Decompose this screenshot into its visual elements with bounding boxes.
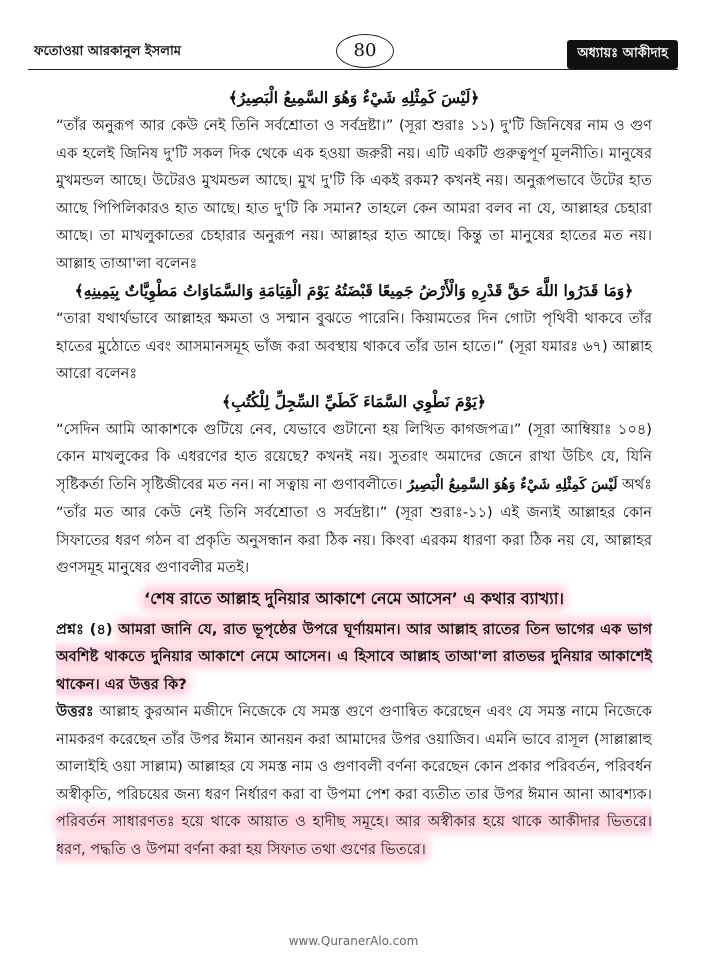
paragraph-1: “তাঁর অনুরূপ আর কেউ নেই তিনি সর্বশ্রোতা ও সর্বদ্রষ্টা।” (সূরা শুরাঃ ১১) দু'টি জিনিষের নাম ও গুণ এক হলেই জিনিষ দু'টি সকল দিক থেকে এক হওয়া জরুরী নয়। এটি একটি গুরুত্বপূর্ণ মূলনীতি। মানুষের মুখমন্ডল আছে। উটেরও মুখমন্ডল আছে। মুখ দু'টি কি একই রকম? কখনই নয়। অনুরূপভাবে উটের হাত আছে পিপিলিকারও হাত আছে। হাত দু'টি কি সমান? তাহলে কেন আমরা বলব না যে, আল্লাহর চেহারা আছে। তা মাখলুকাতের চেহারার অনুরূপ নয়। আল্লাহর হাত আছে। কিন্তু তা মানুষের হাতের মত নয়। আল্লাহ তাআ'লা বলেনঃ <box>56 117 652 272</box>
paragraph-3 <box>56 416 652 582</box>
arabic-inline-verse: لَيْسَ كَمِثْلِهِ شَيْءٌ وَهُوَ السَّمِيعُ الْبَصِيرُ <box>407 476 618 493</box>
paragraph-3-text: “সেদিন আমি আকাশকে গুটিয়ে নেব, যেভাবে গুটানো হয় লিখিত কাগজপত্র।” (সূরা আম্বিয়াঃ ১০৪) কোন মাখলুকের কি এধরণের হাত রয়েছে? কখনই নয়। সুতরাং অমাদের জেনে রাখা উচিৎ যে, যিনি সৃষ্টিকর্তা তিনি সৃষ্টিজীবের মত নন। না সত্বায় না গুণাবলীতে। <box>56 420 652 493</box>
arabic-verse-2: ﴿وَمَا قَدَرُوا اللَّهَ حَقَّ قَدْرِهِ وَالْأَرْضُ جَمِيعًا قَبْضَتُهُ يَوْمَ الْقِيَامَةِ وَالسَّمَاوَاتُ مَطْوِيَّاتٌ بِيَمِينِهِ﴾ <box>74 281 634 300</box>
footer-site: www.QuranerAlo.com <box>288 934 419 948</box>
chapter-badge: অধ্যায়ঃ আকীদাহ <box>567 40 678 69</box>
header-divider <box>28 69 678 70</box>
section-title-text: ‘শেষ রাতে আল্লাহ দুনিয়ার আকাশে নেমে আসেন’ এ কথার ব্যাখ্যা। <box>144 588 564 608</box>
answer-block <box>56 698 652 863</box>
page-header <box>28 34 678 80</box>
section-title <box>56 584 652 614</box>
answer-highlighted-text: পরিবর্তন সাধারণতঃ হয়ে থাকে আয়াত ও হাদীছ সমূহে। আর অস্বীকার হয়ে থাকে আকীদার ভিতরে। ধরণ, পদ্ধতি ও উপমা বর্ণনা করা হয় সিফাত তথা গুণের ভিতরে। <box>56 813 652 858</box>
question-text: আমরা জানি যে, রাত ভূপৃষ্ঠের উপরে ঘূর্ণায়মান। আর আল্লাহ রাতের তিন ভাগের এক ভাগ অবশিষ্ট থাকতে দুনিয়ার আকাশে নেমে আসেন। এ হিসাবে আল্লাহ তাআ'লা রাতভর দুনিয়ার আকাশেই থাকেন। এর উত্তর কি? <box>56 620 653 693</box>
question-block <box>56 616 652 699</box>
arabic-verse-1: ﴿لَيْسَ كَمِثْلِهِ شَيْءٌ وَهُوَ السَّمِيعُ الْبَصِيرُ﴾ <box>228 88 480 107</box>
answer-label: উত্তরঃ <box>56 703 94 720</box>
book-title: ফতোওয়া আরকানুল ইসলাম <box>34 44 181 59</box>
page-number: 80 <box>336 34 394 68</box>
paragraph-2: “তারা যথার্থভাবে আল্লাহর ক্ষমতা ও সম্মান বুঝতে পারেনি। কিয়ামতের দিন গোটা পৃথিবী থাকবে তাঁর হাতের মুঠোতে এবং আসমানসমূহ ভাঁজ করা অবস্থায় থাকবে তাঁর ডান হাতে।” (সূরা যমারঃ ৬৭) আল্লাহ আরো বলেনঃ <box>56 310 652 382</box>
question-label: প্রশ্নঃ (৪) <box>56 620 113 638</box>
paragraph-3b-text: অর্থঃ “তাঁর মত আর কেউ নেই তিনি সর্বশ্রোতা ও সর্বদ্রষ্টা।” (সূরা শুরাঃ-১১) এই জন্যই আল্লাহর কোন সিফাতের ধরণ গঠন বা প্রকৃতি অনুসন্ধান করা ঠিক নয়। কিংবা এরকম ধারণা করা ঠিক নয় যে, আল্লাহর গুণসমূহ মানুষের গুণাবলীর মতই। <box>56 475 652 576</box>
arabic-verse-3: ﴿يَوْمَ نَطْوِي السَّمَاءَ كَطَيِّ السِّجِلِّ لِلْكُتُبِ﴾ <box>222 391 486 411</box>
page-content <box>56 84 652 863</box>
answer-text: আল্লাহ কুরআন মজীদে নিজেকে যে সমস্ত গুণে গুণান্বিত করেছেন এবং যে সমস্ত নামে নিজেকে নামকরণ করেছেন তাঁর উপর ঈমান আনয়ন করা আমাদের উপর ওয়াজিব। এমনি ভাবে রাসূল (সাল্লাল্লাহু আলাইহি ওয়া সাল্লাম) আল্লাহর যে সমস্ত নাম ও গুণাবলী বর্ণনা করেছেন কোন প্রকার পরিবর্তন, পরিবর্ধন অস্বীকৃতি, পরিচয়ের জন্য ধরণ নির্ধারণ করা বা উপমা পেশ করা ব্যতীত তার উপর ঈমান আনা আবশ্যক। <box>56 703 652 803</box>
